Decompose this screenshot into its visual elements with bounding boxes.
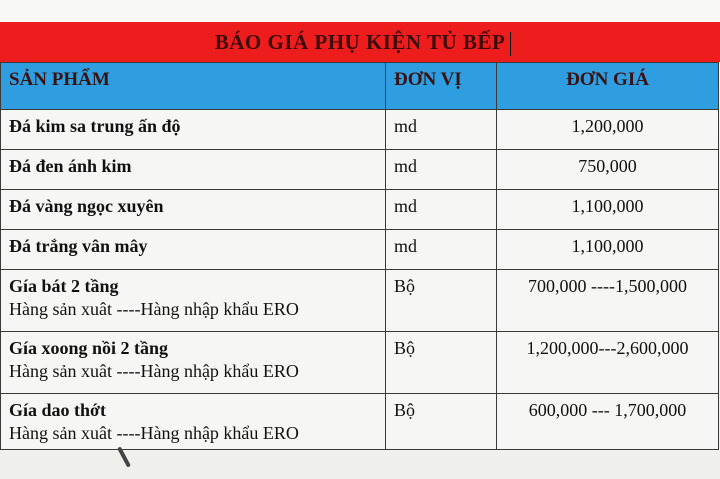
product-name: Gía bát 2 tầng bbox=[9, 276, 119, 296]
product-name: Đá đen ánh kim bbox=[1, 150, 386, 190]
product-name: Đá kim sa trung ấn độ bbox=[1, 110, 386, 150]
product-unit: md bbox=[386, 150, 497, 190]
title-bar bbox=[0, 22, 720, 62]
product-name: Đá vàng ngọc xuyên bbox=[1, 190, 386, 230]
product-price: 750,000 bbox=[497, 150, 719, 190]
product-unit: md bbox=[386, 110, 497, 150]
product-price: 1,100,000 bbox=[497, 190, 719, 230]
product-name: Gía dao thớt bbox=[9, 400, 106, 420]
product-price: 1,200,000 bbox=[497, 110, 719, 150]
table-row bbox=[1, 150, 719, 190]
product-unit: md bbox=[386, 190, 497, 230]
header-unit: ĐƠN VỊ bbox=[386, 63, 497, 110]
table-row bbox=[1, 270, 719, 332]
document-title[interactable]: BÁO GIÁ PHỤ KIỆN TỦ BẾP bbox=[215, 30, 506, 55]
product-price: 700,000 ----1,500,000 bbox=[497, 270, 719, 332]
product-cell bbox=[1, 332, 386, 394]
table-row bbox=[1, 190, 719, 230]
product-subtitle: Hàng sản xuât ----Hàng nhập khẩu ERO bbox=[9, 299, 299, 319]
table-row bbox=[1, 230, 719, 270]
product-name: Gía xoong nồi 2 tầng bbox=[9, 338, 169, 358]
table-row bbox=[1, 332, 719, 394]
header-price: ĐƠN GIÁ bbox=[497, 63, 719, 110]
price-table bbox=[0, 62, 719, 450]
product-unit: Bộ bbox=[386, 332, 497, 394]
text-cursor bbox=[510, 32, 511, 56]
top-strip bbox=[0, 0, 720, 22]
product-name: Đá trắng vân mây bbox=[1, 230, 386, 270]
table-row bbox=[1, 394, 719, 450]
header-product: SẢN PHẨM bbox=[1, 63, 386, 110]
product-subtitle: Hàng sản xuât ----Hàng nhập khẩu ERO bbox=[9, 423, 299, 443]
product-price: 1,200,000---2,600,000 bbox=[497, 332, 719, 394]
product-cell bbox=[1, 270, 386, 332]
product-price: 600,000 --- 1,700,000 bbox=[497, 394, 719, 450]
table-row bbox=[1, 110, 719, 150]
product-unit: md bbox=[386, 230, 497, 270]
product-unit: Bộ bbox=[386, 270, 497, 332]
product-unit: Bộ bbox=[386, 394, 497, 450]
product-price: 1,100,000 bbox=[497, 230, 719, 270]
product-cell bbox=[1, 394, 386, 450]
product-subtitle: Hàng sản xuât ----Hàng nhập khẩu ERO bbox=[9, 361, 299, 381]
header-row bbox=[1, 63, 719, 110]
